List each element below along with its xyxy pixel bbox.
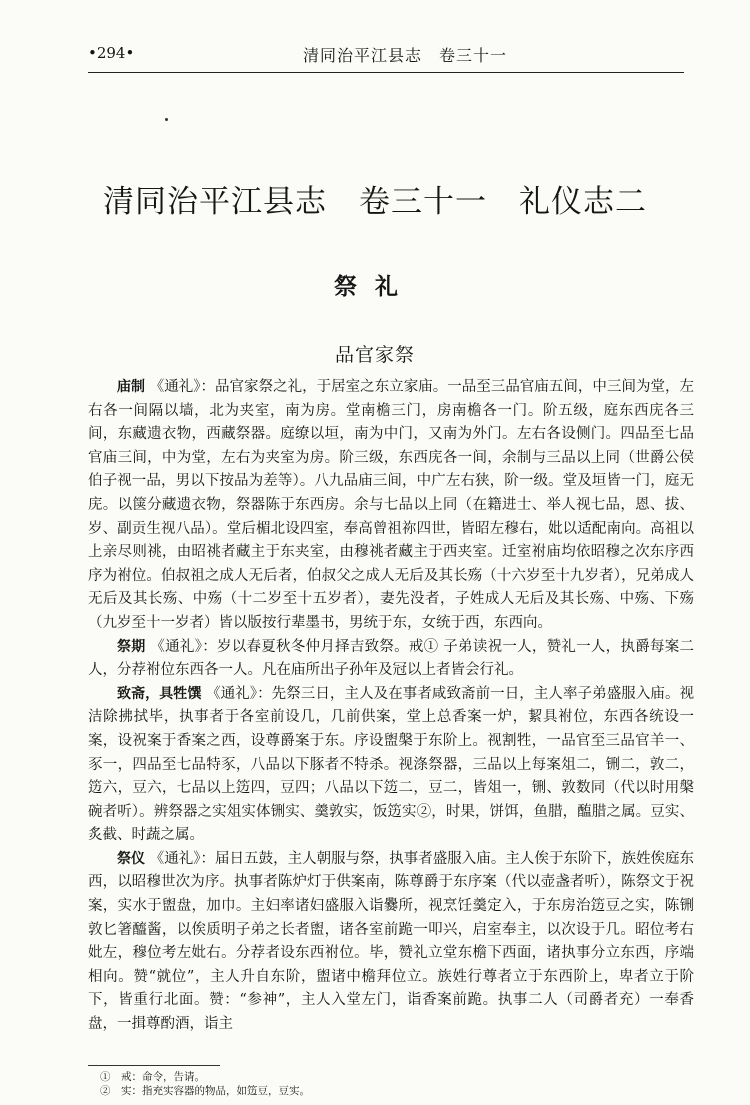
paragraph-text: 《通礼》：岁以春夏秋冬仲月择吉致祭。戒① 子弟读祝一人，赞礼一人，执爵每案二人，分荐祔位东西各一人。凡在庙所出子孙年及冠以上者皆会行礼。 [88, 638, 695, 679]
footnote-divider [88, 1065, 220, 1066]
chapter-title: 清同治平江县志 卷三十一 礼仪志二 [103, 184, 647, 220]
paragraph-term: 庙制 [117, 379, 146, 395]
subsection-title: 品官家祭 [334, 344, 415, 366]
page-number: •294• [88, 44, 135, 62]
paragraph-text: 《通礼》：先祭三日，主人及在事者咸致斋前一日，主人率子弟盛服入庙。视洁除拂拭毕，执事者于各室前设几，几前供案，堂上总香案一炉，絜具祔位，东西各统设一案，设祝案于香案之西，设尊爵案于东。序设盥槃于东阶上。视割牲，一品官至三品官羊一、豕一，四品至七品特豕，八品以下豚者不特杀。视涤祭器，三品以上每案俎二，铏二，敦二，笾六，豆六，七品以上笾四，豆四；八品以下笾二，豆二，皆俎一，铏、敦数同（代以时用槃碗者听）。辨祭器之实俎实体铏实、羹敦实，饭笾实②，时果，饼饵，鱼腊，醢腊之属。豆实、炙截、时蔬之属。 [88, 685, 695, 844]
paragraph-ritual [88, 848, 694, 1037]
paragraph-term: 祭仪 [117, 850, 146, 867]
section-title: 祭礼 [334, 274, 416, 300]
running-title: 清同治平江县志 卷三十一 [303, 46, 508, 65]
paragraph-temple-system [88, 376, 694, 636]
paragraph-text: 《通礼》：品官家祭之礼，于居室之东立家庙。一品至三品官庙五间，中三间为堂，左右各一间隔以墙，北为夹室，南为房。堂南檐三门，房南檐各一门。阶五级，庭东西庑各三间，东藏遗衣物，西藏祭器。庭缭以垣，南为中门，又南为外门。左右各设侧门。四品至七品官庙三间，中为堂，左右为夹室为房。阶三级，东西庑各一间，余制与三品以上同（世爵公侯伯子视一品，男以下按品为差等）。八九品庙三间，中广左右狭，阶一级。堂及垣皆一门，庭无庑。以箧分藏遗衣物，祭器陈于东西房。余与七品以上同（在籍进士、举人视七品，恩、拔、岁、副贡生视八品）。堂后楣北设四室，奉高曾祖祢四世，皆昭左穆右，妣以适配南向。高祖以上亲尽则祧，由昭祧者藏主于东夹室，由穆祧者藏主于西夹室。迁室祔庙均依昭穆之次东序西序为祔位。伯叔祖之成人无后者，伯叔父之成人无后及其长殇（十六岁至十九岁者），兄弟成人无后及其长殇、中殇（十二岁至十五岁者），妻先没者，子姓成人无后及其长殇、中殇、下殇（九岁至十一岁者）皆以版按行辈墨书，男统于东，女统于西，东西向。 [88, 379, 695, 631]
paragraph-term: 致斋，具牲馔 [117, 685, 202, 702]
footnote-2: ② 实：指充实容器的物品，如笾豆，豆实。 [100, 1085, 310, 1097]
paragraph-term: 祭期 [117, 638, 146, 655]
body-text [88, 376, 694, 1037]
paragraph-sacrifice-date [88, 636, 694, 683]
page-header [88, 38, 684, 73]
footnote-1: ① 戒：命令，告请。 [100, 1071, 205, 1083]
paragraph-text: 《通礼》：届日五鼓，主人朝服与祭，执事者盛服入庙。主人俟于东阶下，族姓俟庭东西，以昭穆世次为序。执事者陈炉灯于供案南，陈尊爵于东序案（代以壶盏者听），陈祭文于祝案，实水于盥盘，加巾。主妇率诸妇盛服入诣爨所，视烹饪羹定入，于东房治笾豆之实，陈铏敦匕箸醯酱，以俟质明子弟之长者盥，诸各室前跪一叩兴，启室奉主，以次设于几。昭位考右妣左，穆位考左妣右。分荐者设东西祔位。毕，赞礼立堂东檐下西面，诸执事分立东西，序端相向。赞“就位”，主人升自东阶，盥诸中檐拜位立。族姓行尊者立于东西阶上，卑者立于阶下，皆重行北面。赞：“参神”，主人入堂左门，诣香案前跪。执事二人（司爵者充）一奉香盘，一揖尊酌酒，诣主 [88, 850, 695, 1033]
footnotes [100, 1070, 310, 1098]
scan-speck [165, 118, 168, 121]
paragraph-fasting [88, 683, 694, 848]
